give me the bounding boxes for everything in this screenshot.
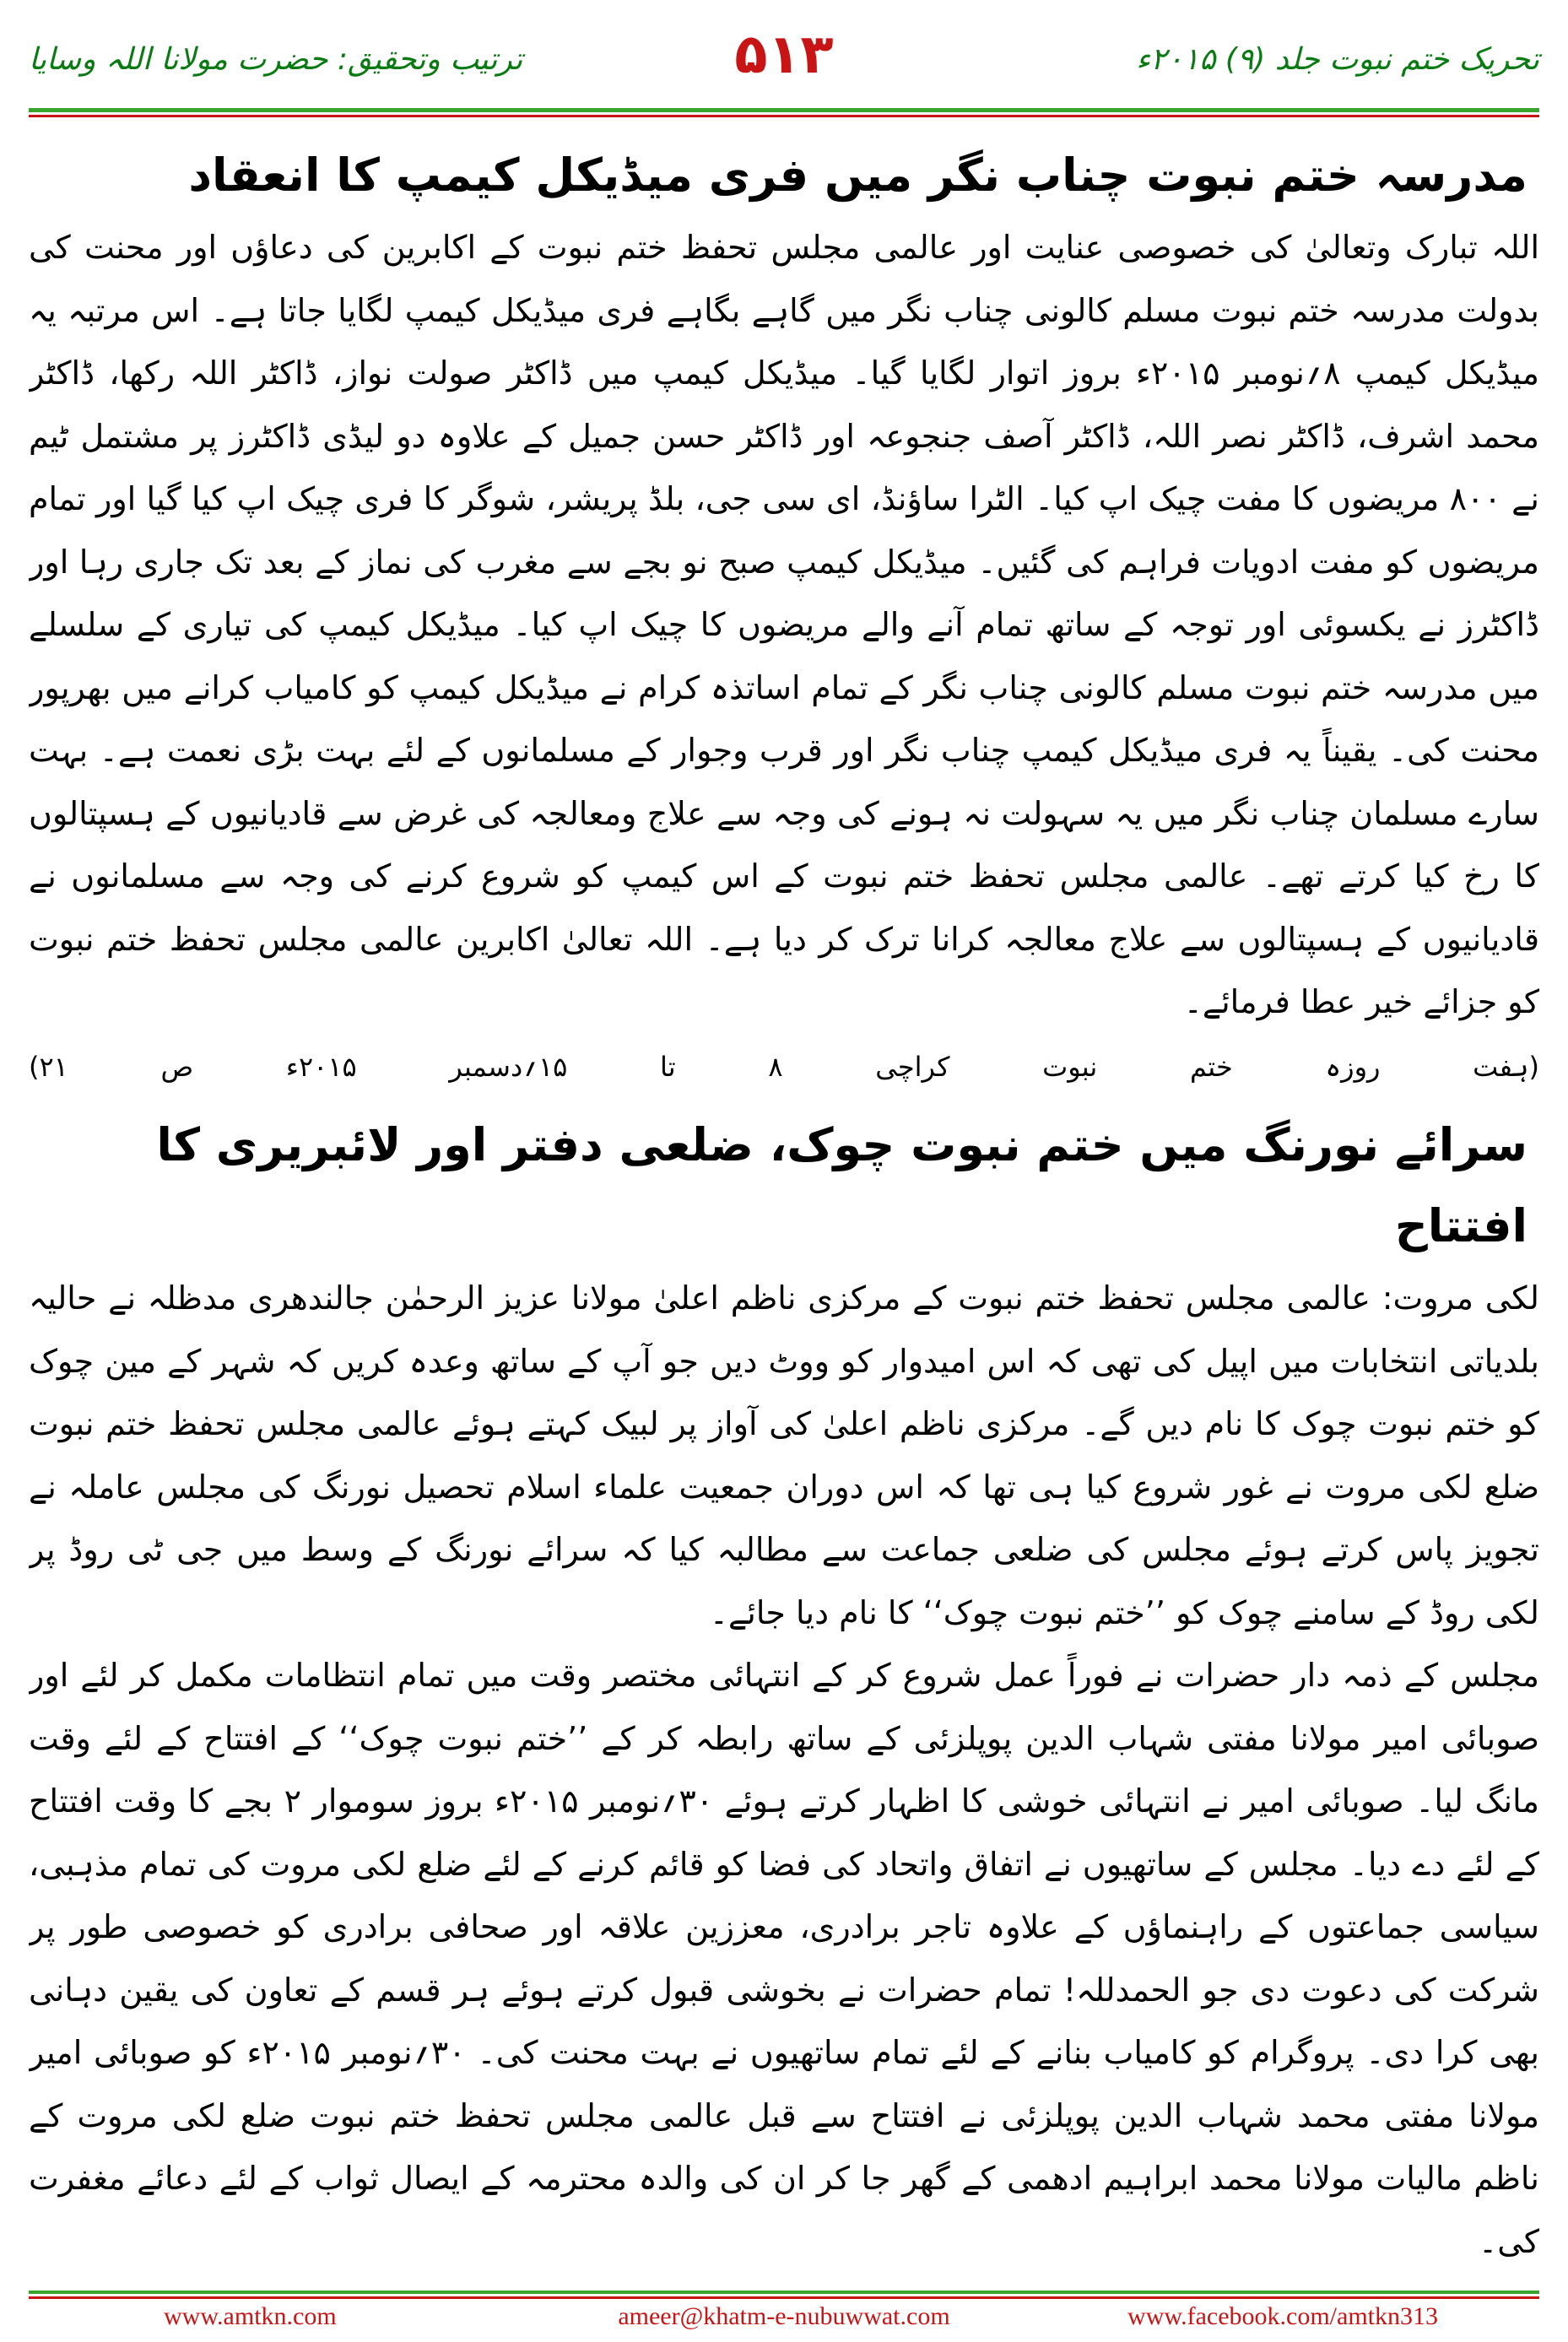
book-title: تحریک ختم نبوت جلد (۹) ۲۰۱۵ء (1136, 42, 1539, 77)
email-link[interactable]: ameer@khatm-e-nubuwwat.com (618, 2302, 950, 2330)
article-2-paragraph (29, 2273, 1539, 2279)
article-1-paragraph: اللہ تبارک وتعالیٰ کی خصوصی عنایت اور عالمی مجلس تحفظ ختم نبوت کے اکابرین کی دعاؤں اور محنت کی بدولت مدرسہ ختم نبوت مسلم کالونی چناب نگر میں گاہے بگاہے فری میڈیکل کیمپ لگایا جاتا ہے۔ اس مرتبہ یہ میڈیکل کیمپ ۸؍نومبر ۲۰۱۵ء بروز اتوار لگایا گیا۔ میڈیکل کیمپ میں ڈاکٹر صولت نواز، ڈاکٹر اللہ رکھا، ڈاکٹر محمد اشرف، ڈاکٹر نصر اللہ، ڈاکٹر آصف جنجوعہ اور ڈاکٹر حسن جمیل کے علاوہ دو لیڈی ڈاکٹرز پر مشتمل ٹیم نے ۸۰۰ مریضوں کا مفت چیک اپ کیا۔ الٹرا ساؤنڈ، ای سی جی، بلڈ پریشر، شوگر کا فری چیک اپ کیا گیا اور تمام مریضوں کو مفت ادویات فراہم کی گئیں۔ میڈیکل کیمپ صبح نو بجے سے مغرب کی نماز کے بعد تک جاری رہا اور ڈاکٹرز نے یکسوئی اور توجہ کے ساتھ تمام آنے والے مریضوں کا چیک اپ کیا۔ میڈیکل کیمپ کی تیاری کے سلسلے میں مدرسہ ختم نبوت مسلم کالونی چناب نگر کے تمام اساتذہ کرام نے میڈیکل کیمپ کو کامیاب کرانے میں بھرپور محنت کی۔ یقیناً یہ فری میڈیکل کیمپ چناب نگر اور قرب وجوار کے مسلمانوں کے لئے بہت بڑی نعمت ہے۔ بہت سارے مسلمان چناب نگر میں یہ سہولت نہ ہونے کی وجہ سے علاج ومعالجہ کی غرض سے قادیانیوں کے ہسپتالوں کا رخ کیا کرتے تھے۔ عالمی مجلس تحفظ ختم نبوت کے اس کیمپ کو شروع کرنے کی وجہ سے مسلمانوں نے قادیانیوں کے ہسپتالوں سے علاج معالجہ کرانا ترک کر دیا ہے۔ اللہ تعالیٰ اکابرین عالمی مجلس تحفظ ختم نبوت کو جزائے خیر عطا فرمائے۔ (29, 229, 1539, 1020)
footer-rule-red (29, 2296, 1539, 2299)
page-content (29, 135, 1539, 2279)
header-rule-red (29, 115, 1539, 117)
page-number: ۵۱۳ (734, 24, 834, 86)
header-rule-green (29, 108, 1539, 112)
article-1-source (29, 1034, 1539, 1099)
website-link[interactable]: www.amtkn.com (164, 2302, 337, 2330)
article-2-paragraph: لکی مروت: عالمی مجلس تحفظ ختم نبوت کے مرکزی ناظم اعلیٰ مولانا عزیز الرحمٰن جالندھری مدظلہ نے حالیہ بلدیاتی انتخابات میں اپیل کی تھی کہ اس امیدوار کو ووٹ دیں جو آپ کے ساتھ وعدہ کریں کہ شہر کے مین چوک کو ختم نبوت چوک کا نام دیں گے۔ مرکزی ناظم اعلیٰ کی آواز پر لبیک کہتے ہوئے عالمی مجلس تحفظ ختم نبوت ضلع لکی مروت نے غور شروع کیا ہی تھا کہ اس دوران جمعیت علماء اسلام تحصیل نورنگ کی مجلس عاملہ نے تجویز پاس کرتے ہوئے مجلس کی ضلعی جماعت سے مطالبہ کیا کہ سرائے نورنگ کے وسط میں جی ٹی روڈ پر لکی روڈ کے سامنے چوک کو ’’ختم نبوت چوک‘‘ کا نام دیا جائے۔ (29, 1279, 1539, 1631)
source-citation: (ہفت روزہ ختم نبوت کراچی ۸ تا ۱۵؍دسمبر ۲۰۱۵ء ص ۲۱) (29, 1050, 1539, 1083)
article-2-title: سرائے نورنگ میں ختم نبوت چوک، ضلعی دفتر اور لائبریری کا افتتاح (156, 1118, 1527, 1252)
article-2-paragraph: مجلس کے ذمہ دار حضرات نے فوراً عمل شروع کر کے انتہائی مختصر وقت میں تمام انتظامات مکمل کر لئے اور صوبائی امیر مولانا مفتی شہاب الدین پوپلزئی کے ساتھ رابطہ کر کے ’’ختم نبوت چوک‘‘ کے افتتاح کے لئے وقت مانگ لیا۔ صوبائی امیر نے انتہائی خوشی کا اظہار کرتے ہوئے ۳۰؍نومبر ۲۰۱۵ء بروز سوموار ۲ بجے کا وقت افتتاح کے لئے دے دیا۔ مجلس کے ساتھیوں نے اتفاق واتحاد کی فضا کو قائم کرنے کے لئے ضلع لکی مروت کی تمام مذہبی، سیاسی جماعتوں کے راہنماؤں کے علاوہ تاجر برادری، معززین علاقہ اور صحافی برادری کو خصوصی طور پر شرکت کی دعوت دی جو الحمدللہ! تمام حضرات نے بخوشی قبول کرتے ہوئے ہر قسم کے تعاون کی یقین دہانی بھی کرا دی۔ پروگرام کو کامیاب بنانے کے لئے تمام ساتھیوں نے بہت محنت کی۔ ۳۰؍نومبر ۲۰۱۵ء کو صوبائی امیر مولانا مفتی محمد شہاب الدین پوپلزئی نے افتتاح سے قبل عالمی مجلس تحفظ ختم نبوت ضلع لکی مروت کے ناظم مالیات مولانا محمد ابراہیم ادھمی کے گھر جا کر ان کی والدہ محترمہ کے ایصال ثواب کے لئے دعائے مغفرت کی۔ (29, 1657, 1539, 2260)
page-header (29, 24, 1539, 108)
facebook-link[interactable]: www.facebook.com/amtkn313 (1127, 2302, 1438, 2330)
article-1-title: مدرسہ ختم نبوت چناب نگر میں فری میڈیکل کیمپ کا انعقاد (188, 149, 1527, 202)
compiler-credit: ترتیب وتحقیق: حضرت مولانا اللہ وسایا (29, 42, 523, 77)
footer-rule-green (29, 2291, 1539, 2294)
page-footer (29, 2302, 1539, 2336)
